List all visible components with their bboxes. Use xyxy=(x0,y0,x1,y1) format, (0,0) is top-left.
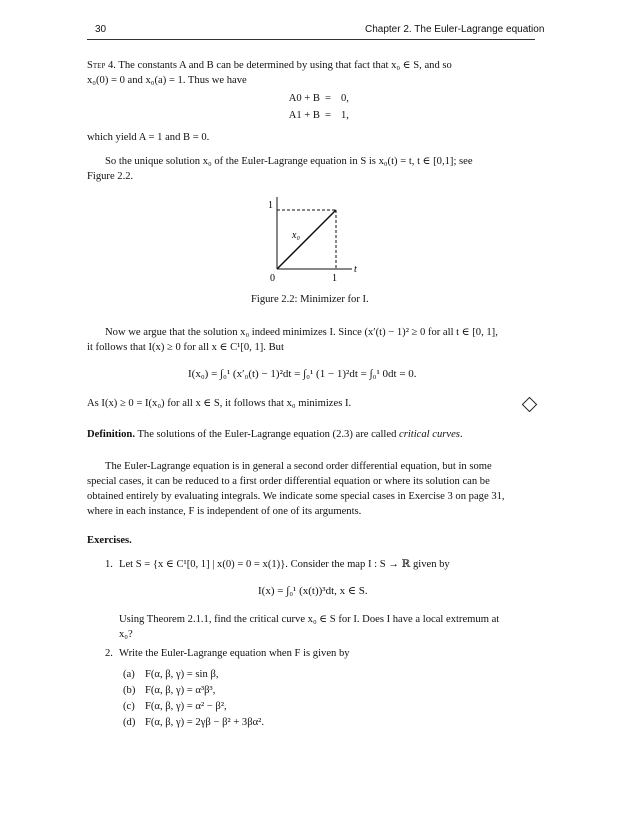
equation-1-equals: = xyxy=(325,93,331,104)
exercise-2-number: 2. xyxy=(105,648,113,659)
paragraph-line3: obtained entirely by evaluating integrals. We indicate some special cases in Exercise 3 on page 31, xyxy=(87,491,505,502)
paragraph-line2: special cases, it can be reduced to a first order differential equation or where its solution can be xyxy=(87,476,490,487)
exercise-2a-label: (a) xyxy=(123,669,135,680)
equation-2-lhs: A1 + B xyxy=(288,110,320,121)
argument-conclusion: As I(x) ≥ 0 = I(x₀) for all x ∈ S, it follows that x₀ minimizes I. xyxy=(87,398,352,409)
exercise-1-equation: I(x) = ∫₀¹ (x(t))³dt, x ∈ S. xyxy=(258,585,368,597)
exercise-1-number: 1. xyxy=(105,559,113,570)
figure-caption: Figure 2.2: Minimizer for I. xyxy=(251,294,369,305)
equation-2-equals: = xyxy=(325,110,331,121)
exercise-2d-label: (d) xyxy=(123,717,136,728)
equation-2-rhs: 1, xyxy=(341,110,349,121)
exercises-heading: Exercises. xyxy=(87,535,132,546)
definition-label: Definition. xyxy=(87,429,135,440)
solution-line2: Figure 2.2. xyxy=(87,171,134,182)
exercise-2a-text: F(α, β, γ) = sin β, xyxy=(145,669,219,680)
paragraph-line4: where in each instance, F is independent of one of its arguments. xyxy=(87,506,362,517)
exercise-2c-text: F(α, β, γ) = α² − β², xyxy=(145,701,227,712)
end-of-proof-icon xyxy=(522,397,538,413)
exercise-2-line: Write the Euler-Lagrange equation when F is given by xyxy=(119,648,350,659)
exercise-2d-text: F(α, β, γ) = 2γβ − β² + 3βα². xyxy=(145,717,264,728)
y-tick-1: 1 xyxy=(268,200,273,211)
argument-line2: it follows that I(x) ≥ 0 for all x ∈ C¹[0, 1]. But xyxy=(87,342,284,353)
x-tick-0: 0 xyxy=(270,273,275,284)
exercise-1-line3: x₀? xyxy=(119,629,133,640)
figure-minimizer-plot xyxy=(255,190,375,285)
exercise-2c-label: (c) xyxy=(123,701,135,712)
solution-line1: So the unique solution x₀ of the Euler-Lagrange equation in S is x₀(t) = t, t ∈ [0,1]; see xyxy=(105,156,473,167)
x-axis-label: t xyxy=(354,264,357,275)
step-label: Step 4. xyxy=(87,60,116,71)
header-rule xyxy=(87,39,535,40)
minimizer-line xyxy=(277,210,336,269)
step4-line2: x₀(0) = 0 and x₀(a) = 1. Thus we have xyxy=(87,75,247,86)
paragraph-line1: The Euler-Lagrange equation is in general a second order differential equation, but in some xyxy=(105,461,492,472)
equation-1-rhs: 0, xyxy=(341,93,349,104)
x-tick-1: 1 xyxy=(332,273,337,284)
page-number: 30 xyxy=(95,24,107,35)
definition-text: The solutions of the Euler-Lagrange equation (2.3) are called xyxy=(137,429,400,440)
curve-label: x₀ xyxy=(292,230,300,241)
running-header: Chapter 2. The Euler-Lagrange equation xyxy=(365,24,545,35)
step4-line1 xyxy=(87,59,452,72)
exercise-2b-label: (b) xyxy=(123,685,136,696)
exercise-1-line2: Using Theorem 2.1.1, find the critical curve x₀ ∈ S for I. Does I have a local extremum at xyxy=(119,614,500,625)
definition-period: . xyxy=(459,429,463,440)
exercise-1-line1: Let S = {x ∈ C¹[0, 1] | x(0) = 0 = x(1)}. Consider the map I : S → ℝ given by xyxy=(119,559,450,570)
step4-text: The constants A and B can be determined by using that fact that x₀ ∈ S, and so xyxy=(118,60,452,71)
exercise-2b-text: F(α, β, γ) = α³β³, xyxy=(145,685,216,696)
argument-line1: Now we argue that the solution x₀ indeed minimizes I. Since (x′(t) − 1)² ≥ 0 for all t ∈ [0, 1], xyxy=(105,327,498,338)
definition-emph: critical curves xyxy=(399,429,460,440)
integral-equation: I(x₀) = ∫₀¹ (x′₀(t) − 1)²dt = ∫₀¹ (1 − 1)²dt = ∫₀¹ 0dt = 0. xyxy=(188,368,417,380)
yield-text: which yield A = 1 and B = 0. xyxy=(87,132,210,143)
equation-1-lhs: A0 + B xyxy=(288,93,320,104)
definition-line xyxy=(87,428,463,441)
